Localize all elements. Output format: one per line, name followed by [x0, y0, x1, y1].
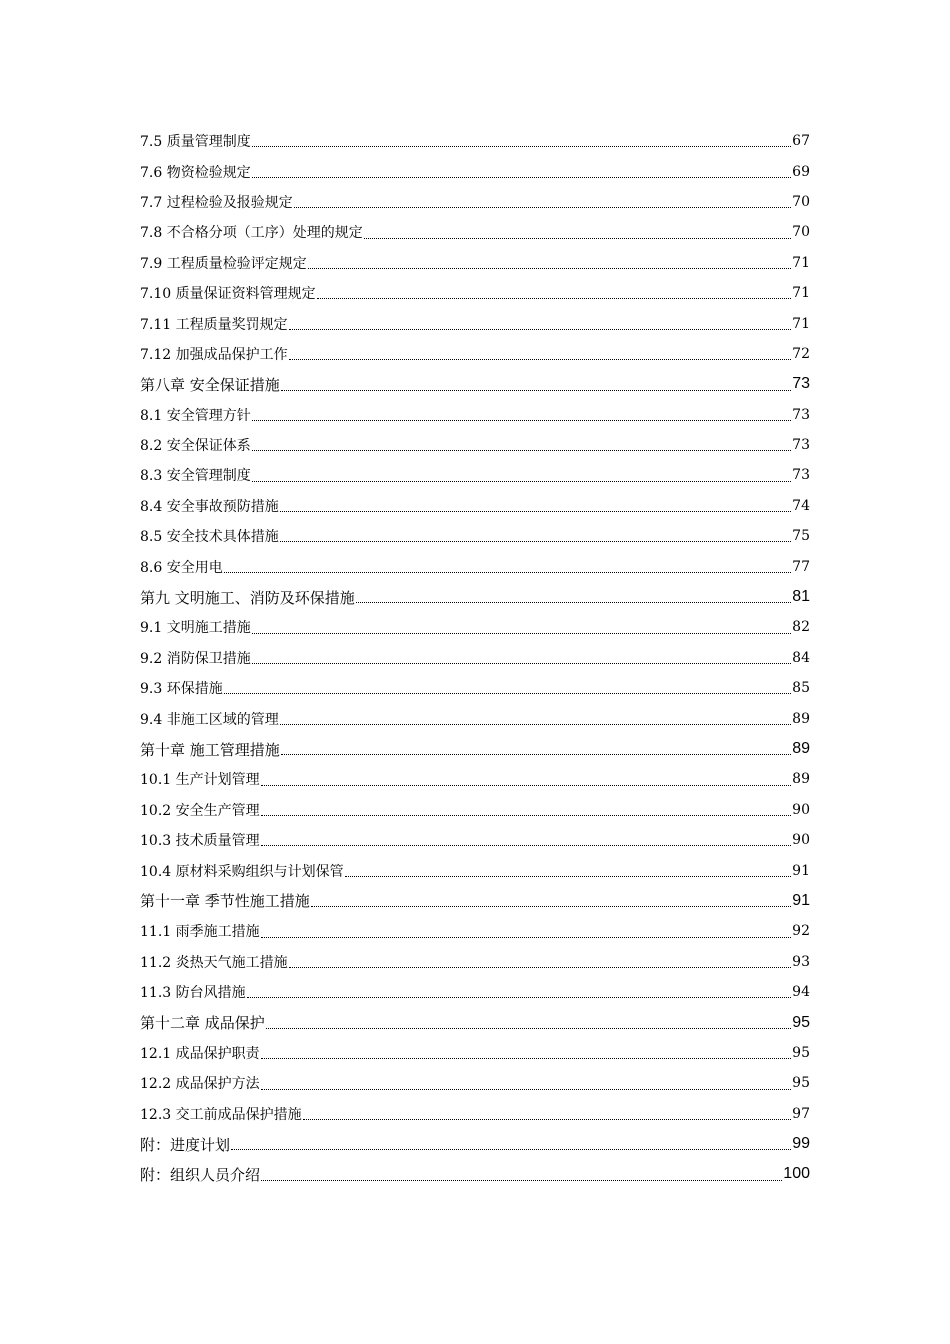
- toc-entry[interactable]: [140, 521, 810, 551]
- toc-entry-page: 72: [792, 345, 810, 362]
- toc-entry-title: 7.12 加强成品保护工作: [140, 346, 288, 363]
- toc-entry[interactable]: [140, 764, 810, 794]
- toc-chapter-entry[interactable]: [140, 369, 810, 399]
- toc-entry-title: 12.3 交工前成品保护措施: [140, 1106, 302, 1123]
- toc-entry-title: 7.10 质量保证资料管理规定: [140, 286, 316, 303]
- toc-entry-page: 94: [792, 984, 810, 1001]
- toc-entry-page: 71: [792, 315, 810, 332]
- toc-entry[interactable]: [140, 278, 810, 308]
- toc-chapter-page: 91: [792, 891, 810, 909]
- dot-leader: [311, 905, 791, 907]
- dot-leader: [261, 784, 792, 786]
- toc-chapter-page: 95: [792, 1013, 810, 1031]
- toc-entry-page: 89: [792, 710, 810, 727]
- toc-entry[interactable]: [140, 855, 810, 885]
- toc-entry-page: 84: [792, 649, 810, 666]
- toc-entry-page: 89: [792, 771, 810, 788]
- dot-leader: [224, 571, 791, 573]
- toc-entry[interactable]: [140, 947, 810, 977]
- dot-leader: [252, 176, 791, 178]
- toc-entry-page: 70: [792, 193, 810, 210]
- toc-chapter-entry[interactable]: [140, 734, 810, 764]
- dot-leader: [231, 1148, 791, 1150]
- dot-leader: [252, 480, 791, 482]
- toc-entry-page: 75: [792, 528, 810, 545]
- toc-entry-page: 73: [792, 467, 810, 484]
- toc-entry[interactable]: [140, 612, 810, 642]
- toc-entry-page: 71: [792, 285, 810, 302]
- dot-leader: [289, 358, 792, 360]
- toc-entry-page: 73: [792, 437, 810, 454]
- toc-chapter-page: 73: [792, 375, 810, 393]
- toc-entry[interactable]: [140, 217, 810, 247]
- toc-entry[interactable]: [140, 460, 810, 490]
- dot-leader: [266, 1027, 791, 1029]
- dot-leader: [294, 206, 791, 208]
- dot-leader: [224, 692, 791, 694]
- toc-chapter-title: 第十章 施工管理措施: [140, 740, 280, 759]
- toc-entry[interactable]: [140, 977, 810, 1007]
- toc-entry-title: 10.3 技术质量管理: [140, 833, 260, 850]
- dot-leader: [281, 753, 791, 755]
- dot-leader: [281, 389, 791, 391]
- toc-entry[interactable]: [140, 643, 810, 673]
- toc-entry-page: 85: [792, 680, 810, 697]
- toc-chapter-title: 第八章 安全保证措施: [140, 375, 280, 394]
- dot-leader: [252, 449, 791, 451]
- toc-entry-page: 95: [792, 1044, 810, 1061]
- toc-entry-title: 11.1 雨季施工措施: [140, 924, 260, 941]
- dot-leader: [252, 145, 791, 147]
- toc-entry[interactable]: [140, 551, 810, 581]
- dot-leader: [280, 510, 791, 512]
- dot-leader: [356, 601, 791, 603]
- toc-chapter-entry[interactable]: [140, 886, 810, 916]
- dot-leader: [289, 966, 792, 968]
- toc-entry-title: 8.6 安全用电: [140, 559, 223, 576]
- toc-entry[interactable]: [140, 248, 810, 278]
- toc-entry-title: 10.2 安全生产管理: [140, 802, 260, 819]
- toc-entry[interactable]: [140, 1038, 810, 1068]
- dot-leader: [308, 267, 791, 269]
- toc-entry-title: 9.3 环保措施: [140, 681, 223, 698]
- toc-entry-title: 8.5 安全技术具体措施: [140, 529, 279, 546]
- toc-chapter-page: 89: [792, 740, 810, 757]
- dot-leader: [252, 419, 791, 421]
- toc-entry[interactable]: [140, 916, 810, 946]
- toc-chapter-entry[interactable]: [140, 582, 810, 612]
- toc-chapter-title: 第九 文明施工、消防及环保措施: [140, 588, 355, 607]
- dot-leader: [261, 1179, 782, 1181]
- dot-leader: [289, 328, 792, 330]
- toc-appendix-entry[interactable]: [140, 1159, 810, 1189]
- toc-entry[interactable]: [140, 187, 810, 217]
- toc-entry[interactable]: [140, 673, 810, 703]
- toc-entry-title: 7.5 质量管理制度: [140, 134, 251, 151]
- toc-entry-page: 77: [792, 558, 810, 575]
- toc-entry-title: 7.9 工程质量检验评定规定: [140, 255, 307, 272]
- toc-entry[interactable]: [140, 1068, 810, 1098]
- toc-entry-title: 10.1 生产计划管理: [140, 772, 260, 789]
- toc-entry-title: 7.6 物资检验规定: [140, 164, 251, 181]
- toc-entry-title: 8.2 安全保证体系: [140, 438, 251, 455]
- toc-chapter-title: 第十二章 成品保护: [140, 1014, 265, 1033]
- toc-chapter-page: 81: [792, 588, 810, 606]
- toc-entry-title: 12.1 成品保护职责: [140, 1045, 260, 1062]
- toc-appendix-title: 附：进度计划: [140, 1135, 231, 1154]
- toc-entry-title: 7.11 工程质量奖罚规定: [140, 316, 288, 333]
- toc-chapter-entry[interactable]: [140, 1007, 810, 1037]
- dot-leader: [303, 1118, 792, 1120]
- toc-entry-title: 11.3 防台风措施: [140, 985, 246, 1002]
- toc-entry-title: 8.3 安全管理制度: [140, 468, 251, 485]
- toc-entry-title: 7.7 过程检验及报验规定: [140, 194, 293, 211]
- toc-entry-title: 11.2 炎热天气施工措施: [140, 954, 288, 971]
- toc-appendix-page: 100: [783, 1165, 810, 1183]
- toc-entry-page: 82: [792, 619, 810, 636]
- toc-entry-page: 70: [792, 224, 810, 241]
- toc-entry-page: 69: [792, 163, 810, 180]
- toc-entry-page: 92: [792, 923, 810, 940]
- dot-leader: [345, 875, 792, 877]
- toc-entry-title: 10.4 原材料采购组织与计划保管: [140, 863, 344, 880]
- toc-entry-page: 95: [792, 1075, 810, 1092]
- toc-entry-page: 90: [792, 801, 810, 818]
- dot-leader: [252, 632, 791, 634]
- dot-leader: [247, 996, 792, 998]
- dot-leader: [280, 723, 791, 725]
- toc-entry[interactable]: [140, 491, 810, 521]
- dot-leader: [261, 814, 792, 816]
- toc-entry[interactable]: [140, 430, 810, 460]
- toc-entry[interactable]: [140, 1099, 810, 1129]
- toc-entry-title: 8.4 安全事故预防措施: [140, 498, 279, 515]
- toc-entry-page: 73: [792, 406, 810, 423]
- toc-entry-page: 74: [792, 497, 810, 514]
- toc-chapter-title: 第十一章 季节性施工措施: [140, 892, 310, 911]
- toc-entry-title: 9.4 非施工区域的管理: [140, 711, 279, 728]
- toc-entry[interactable]: [140, 703, 810, 733]
- table-of-contents: [140, 126, 810, 1190]
- toc-entry[interactable]: [140, 400, 810, 430]
- dot-leader: [261, 936, 792, 938]
- toc-entry-title: 8.1 安全管理方针: [140, 407, 251, 424]
- toc-entry[interactable]: [140, 339, 810, 369]
- toc-entry[interactable]: [140, 308, 810, 338]
- dot-leader: [252, 662, 791, 664]
- toc-entry-title: 9.1 文明施工措施: [140, 620, 251, 637]
- toc-entry[interactable]: [140, 126, 810, 156]
- dot-leader: [261, 844, 792, 846]
- toc-entry-page: 71: [792, 254, 810, 271]
- toc-entry-page: 67: [792, 133, 810, 150]
- toc-appendix-entry[interactable]: [140, 1129, 810, 1159]
- toc-appendix-page: 99: [792, 1135, 810, 1153]
- toc-entry[interactable]: [140, 825, 810, 855]
- dot-leader: [364, 237, 791, 239]
- toc-entry-page: 93: [792, 953, 810, 970]
- toc-entry[interactable]: [140, 795, 810, 825]
- toc-entry-title: 7.8 不合格分项（工序）处理的规定: [140, 225, 363, 242]
- toc-entry-title: 9.2 消防保卫措施: [140, 650, 251, 667]
- dot-leader: [317, 297, 792, 299]
- toc-appendix-title: 附：组织人员介绍: [140, 1165, 261, 1184]
- dot-leader: [261, 1088, 792, 1090]
- toc-entry-page: 90: [792, 832, 810, 849]
- dot-leader: [261, 1057, 792, 1059]
- dot-leader: [280, 540, 791, 542]
- toc-entry[interactable]: [140, 156, 810, 186]
- toc-entry-title: 12.2 成品保护方法: [140, 1076, 260, 1093]
- toc-entry-page: 91: [792, 862, 810, 879]
- toc-entry-page: 97: [792, 1105, 810, 1122]
